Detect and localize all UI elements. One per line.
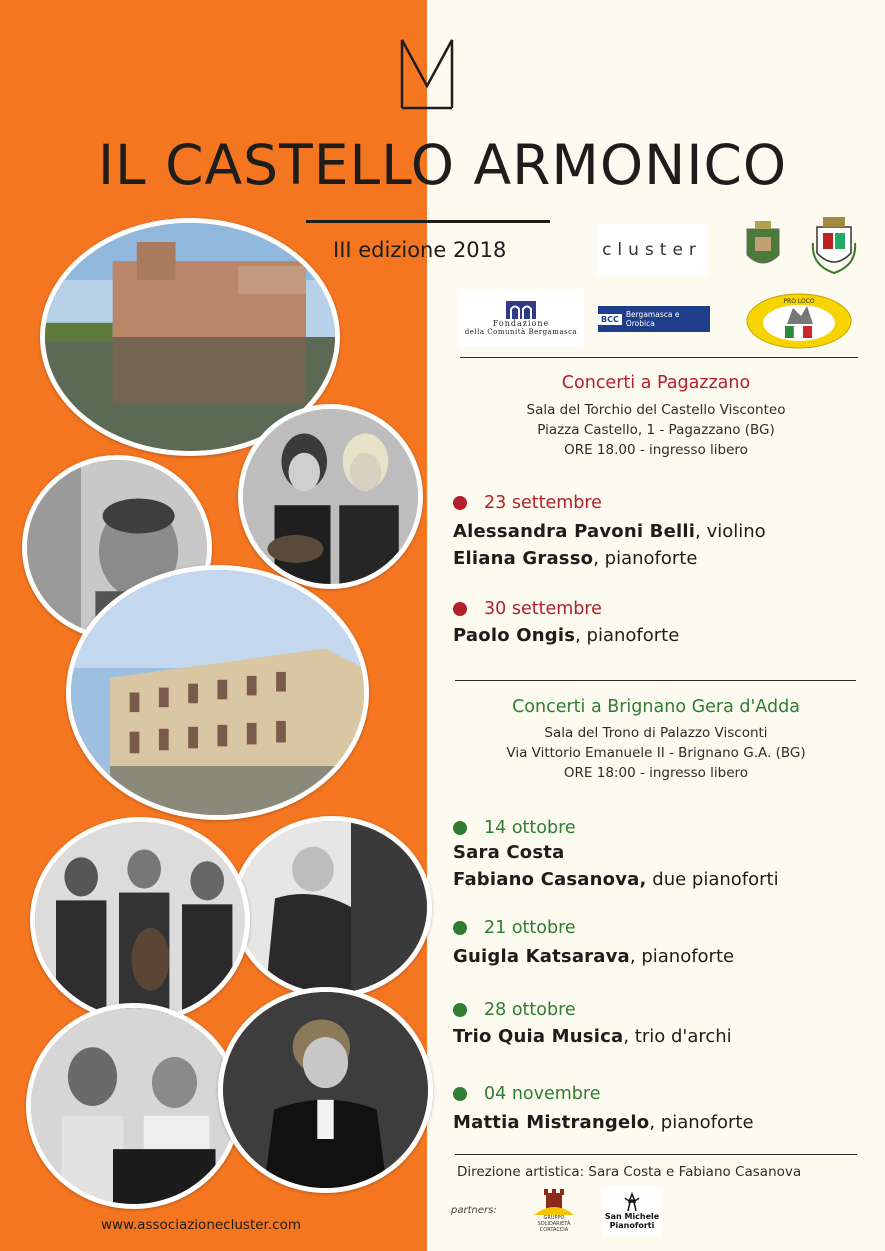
pro-loco-logo: PRO LOCO — [745, 292, 853, 350]
concert-date: 30 settembre — [484, 599, 602, 619]
performer-name: Sara Costa — [453, 842, 565, 863]
concert-date-row — [453, 599, 602, 619]
red-bullet-icon — [453, 496, 467, 510]
san-michele-pianoforti-logo: San Michele Pianoforti — [602, 1186, 662, 1236]
green-bullet-icon — [453, 1087, 467, 1101]
title-divider — [306, 220, 550, 223]
concert-date: 14 ottobre — [484, 818, 576, 838]
performer-name: Guigla Katsarava — [453, 946, 630, 967]
angel-icon — [621, 1192, 643, 1212]
concert-date-row — [453, 1084, 600, 1104]
performer-name: Paolo Ongis — [453, 625, 576, 646]
fondazione-arch-icon — [506, 301, 536, 319]
venue-time-line: ORE 18.00 - ingresso libero — [564, 442, 748, 458]
performer-line — [453, 521, 766, 542]
sponsors-divider — [460, 357, 858, 358]
performer-role: , pianoforte — [575, 625, 680, 646]
performer-line — [453, 1112, 754, 1133]
trio-photo — [30, 817, 250, 1023]
castle-tower-icon — [534, 1189, 574, 1215]
palazzo-visconti-photo — [66, 565, 369, 820]
fondazione-comunita-bergamasca-logo: Fondazione della Comunità Bergamasca — [458, 289, 584, 347]
venue-address-line: Sala del Trono di Palazzo Visconti — [544, 725, 768, 741]
concert-date-row — [453, 1000, 576, 1020]
concert-date: 04 novembre — [484, 1084, 601, 1104]
municipality-crest-pagazzano-icon — [740, 218, 785, 278]
concert-date: 21 ottobre — [484, 918, 576, 938]
performer-name: Mattia Mistrangelo — [453, 1112, 650, 1133]
gruppo-solidarieta-logo: GRUPPO SOLIDARIETÀ CORTACCIA — [528, 1186, 580, 1236]
performer-line — [453, 625, 679, 646]
piano-duo-photo — [26, 1003, 241, 1209]
partners-label: partners: — [451, 1205, 497, 1216]
performer-line — [453, 548, 697, 569]
m-logo-icon — [399, 38, 455, 110]
performer-line — [453, 842, 564, 863]
poster-title: IL CASTELLO ARMONICO — [97, 133, 788, 197]
venue-address-line: Piazza Castello, 1 - Pagazzano (BG) — [537, 422, 775, 438]
performer-role: , pianoforte — [649, 1112, 754, 1133]
performer-role: due pianoforti — [646, 869, 779, 890]
performer-line — [453, 1026, 732, 1047]
venue-address-line: Sala del Torchio del Castello Visconteo — [526, 402, 786, 418]
cluster-logo: cluster — [597, 224, 707, 276]
performer-name: Alessandra Pavoni Belli — [453, 521, 696, 542]
venue-title-brignano: Concerti a Brignano Gera d'Adda — [512, 697, 800, 717]
website-link[interactable]: www.associazionecluster.com — [101, 1217, 301, 1233]
green-bullet-icon — [453, 821, 467, 835]
venue-divider — [455, 680, 856, 681]
performer-name: Fabiano Casanova, — [453, 869, 647, 890]
concert-date-row — [453, 918, 576, 938]
bcc-bergamasca-orobica-logo: BCC Bergamasca e Orobica — [598, 306, 710, 332]
performer-name: Trio Quia Musica — [453, 1026, 624, 1047]
footer-divider — [455, 1154, 857, 1155]
green-bullet-icon — [453, 1003, 467, 1017]
green-bullet-icon — [453, 921, 467, 935]
edition-label: III edizione 2018 — [333, 238, 507, 262]
venue-address-line: Via Vittorio Emanuele II - Brignano G.A. (BG) — [506, 745, 806, 761]
performer-role: , pianoforte — [629, 946, 735, 967]
mattia-mistrangelo-photo — [218, 987, 433, 1193]
performer-role: , pianoforte — [593, 548, 698, 569]
red-bullet-icon — [453, 602, 467, 616]
municipality-crest-brignano-icon — [808, 212, 860, 278]
venue-time-line: ORE 18:00 - ingresso libero — [563, 765, 749, 781]
concert-date-row — [453, 818, 576, 838]
venue-title-pagazzano: Concerti a Pagazzano — [561, 373, 751, 393]
concert-date-row — [453, 493, 602, 513]
concert-date: 28 ottobre — [484, 1000, 576, 1020]
performer-line — [453, 946, 734, 967]
violin-piano-duo-photo — [238, 404, 423, 589]
performer-line — [453, 869, 779, 890]
concert-date: 23 settembre — [484, 493, 602, 513]
performer-role: , trio d'archi — [623, 1026, 732, 1047]
pianist-photo — [232, 816, 432, 998]
performer-role: , violino — [695, 521, 766, 542]
performer-name: Eliana Grasso — [453, 548, 594, 569]
artistic-direction: Direzione artistica: Sara Costa e Fabiano Casanova — [457, 1164, 802, 1180]
